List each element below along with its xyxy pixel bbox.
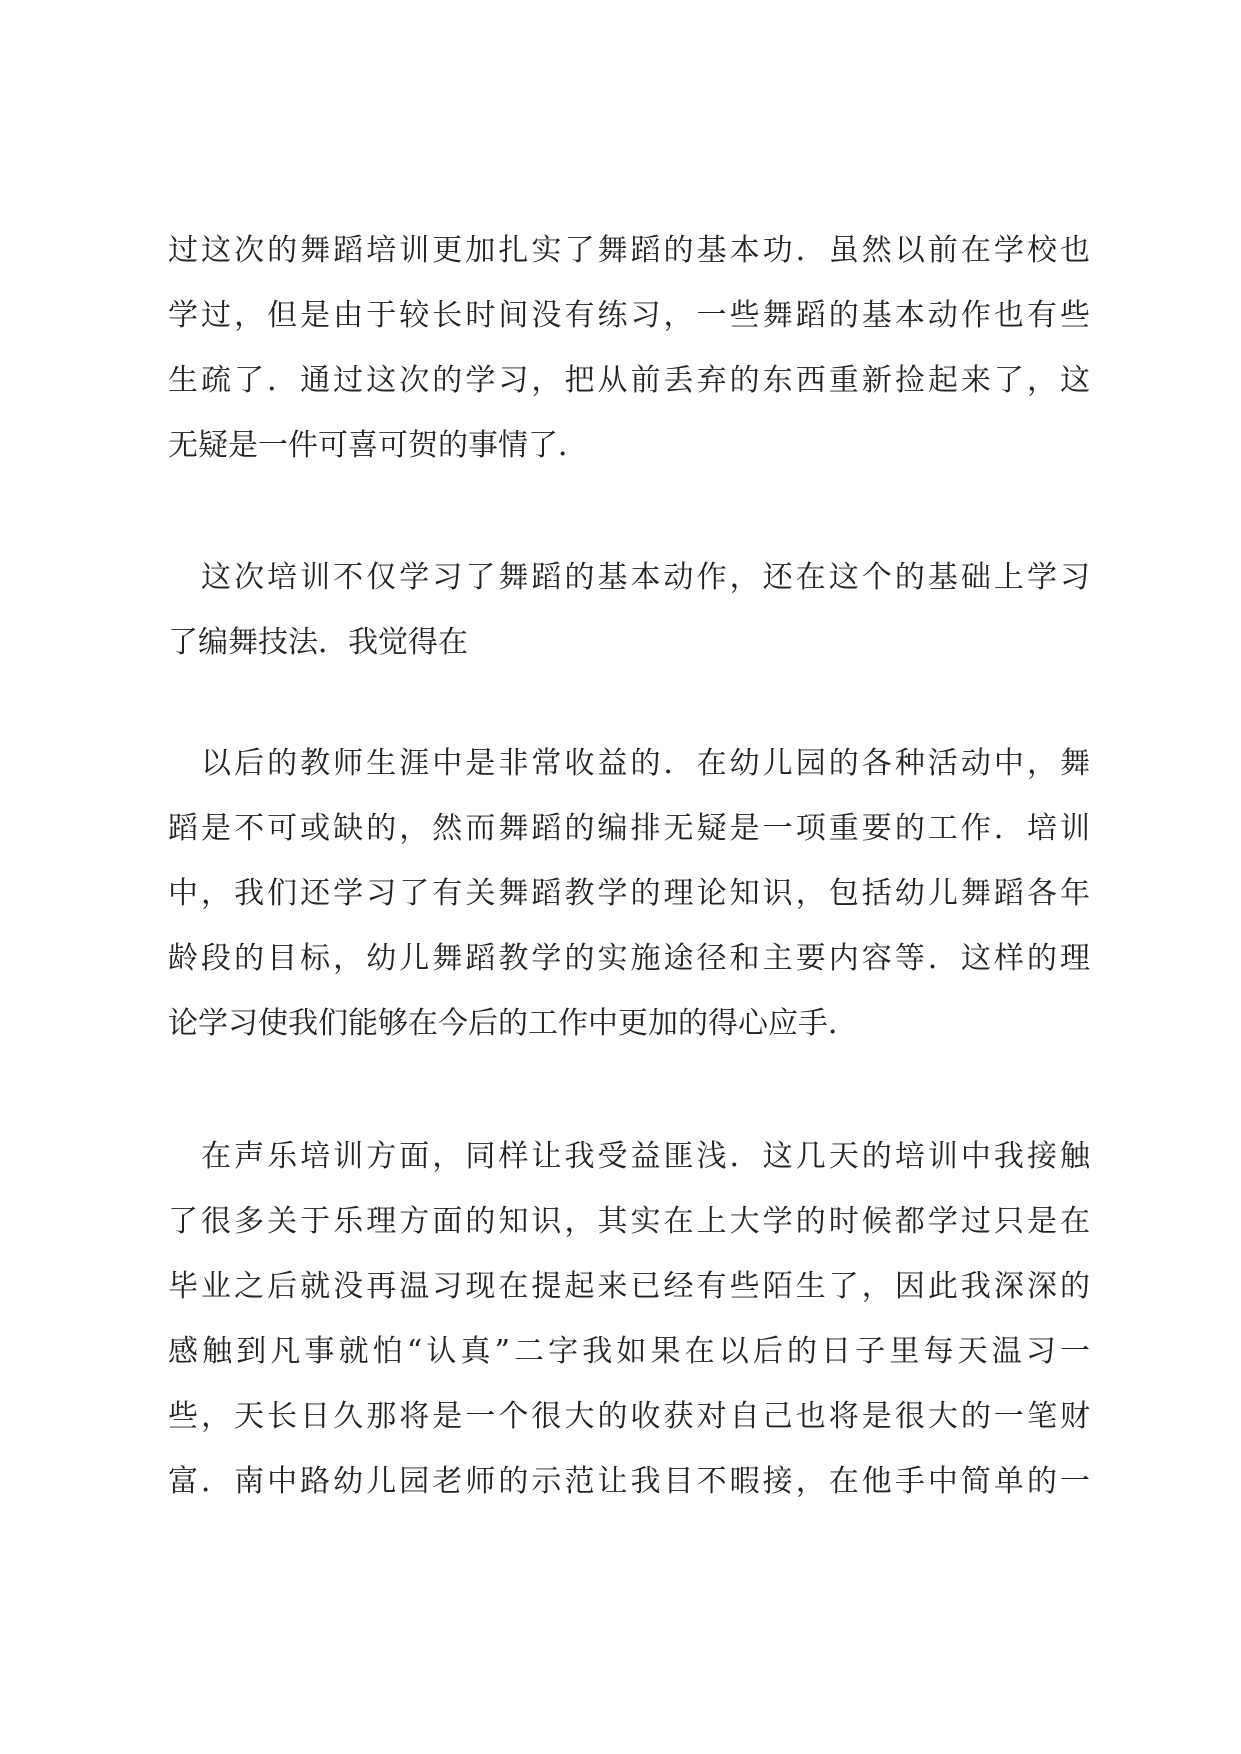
text-line: 生疏了．通过这次的学习，把从前丢弃的东西重新捡起来了，这 [168,363,1090,398]
text-line: 过这次的舞蹈培训更加扎实了舞蹈的基本功．虽然以前在学校也 [168,233,1090,268]
text-line: 富．南中路幼儿园老师的示范让我目不暇接，在他手中简单的一 [168,1464,1090,1499]
text-line: 龄段的目标，幼儿舞蹈教学的实施途径和主要内容等．这样的理 [168,941,1090,976]
text-line: 蹈是不可或缺的，然而舞蹈的编排无疑是一项重要的工作．培训 [168,811,1090,846]
paragraph [168,545,1090,675]
text-line: 在声乐培训方面，同样让我受益匪浅．这几天的培训中我接触 [168,1139,1090,1174]
paragraph [168,1124,1090,1514]
text-line: 中，我们还学习了有关舞蹈教学的理论知识，包括幼儿舞蹈各年 [168,876,1090,911]
text-line: 无疑是一件可喜可贺的事情了． [168,428,588,463]
text-line: 论学习使我们能够在今后的工作中更加的得心应手． [168,1006,858,1041]
paragraph [168,731,1090,1056]
paragraph [168,218,1090,478]
text-line: 了编舞技法．我觉得在 [168,625,468,660]
text-line: 以后的教师生涯中是非常收益的．在幼儿园的各种活动中，舞 [168,746,1090,781]
text-line: 毕业之后就没再温习现在提起来已经有些陌生了，因此我深深的 [168,1269,1090,1304]
text-line: 这次培训不仅学习了舞蹈的基本动作，还在这个的基础上学习 [168,560,1090,595]
text-line: 了很多关于乐理方面的知识，其实在上大学的时候都学过只是在 [168,1204,1090,1239]
text-line: 学过，但是由于较长时间没有练习，一些舞蹈的基本动作也有些 [168,298,1090,333]
text-line: 感触到凡事就怕“认真”二字我如果在以后的日子里每天温习一 [168,1334,1090,1369]
text-line: 些，天长日久那将是一个很大的收获对自己也将是很大的一笔财 [168,1399,1090,1434]
